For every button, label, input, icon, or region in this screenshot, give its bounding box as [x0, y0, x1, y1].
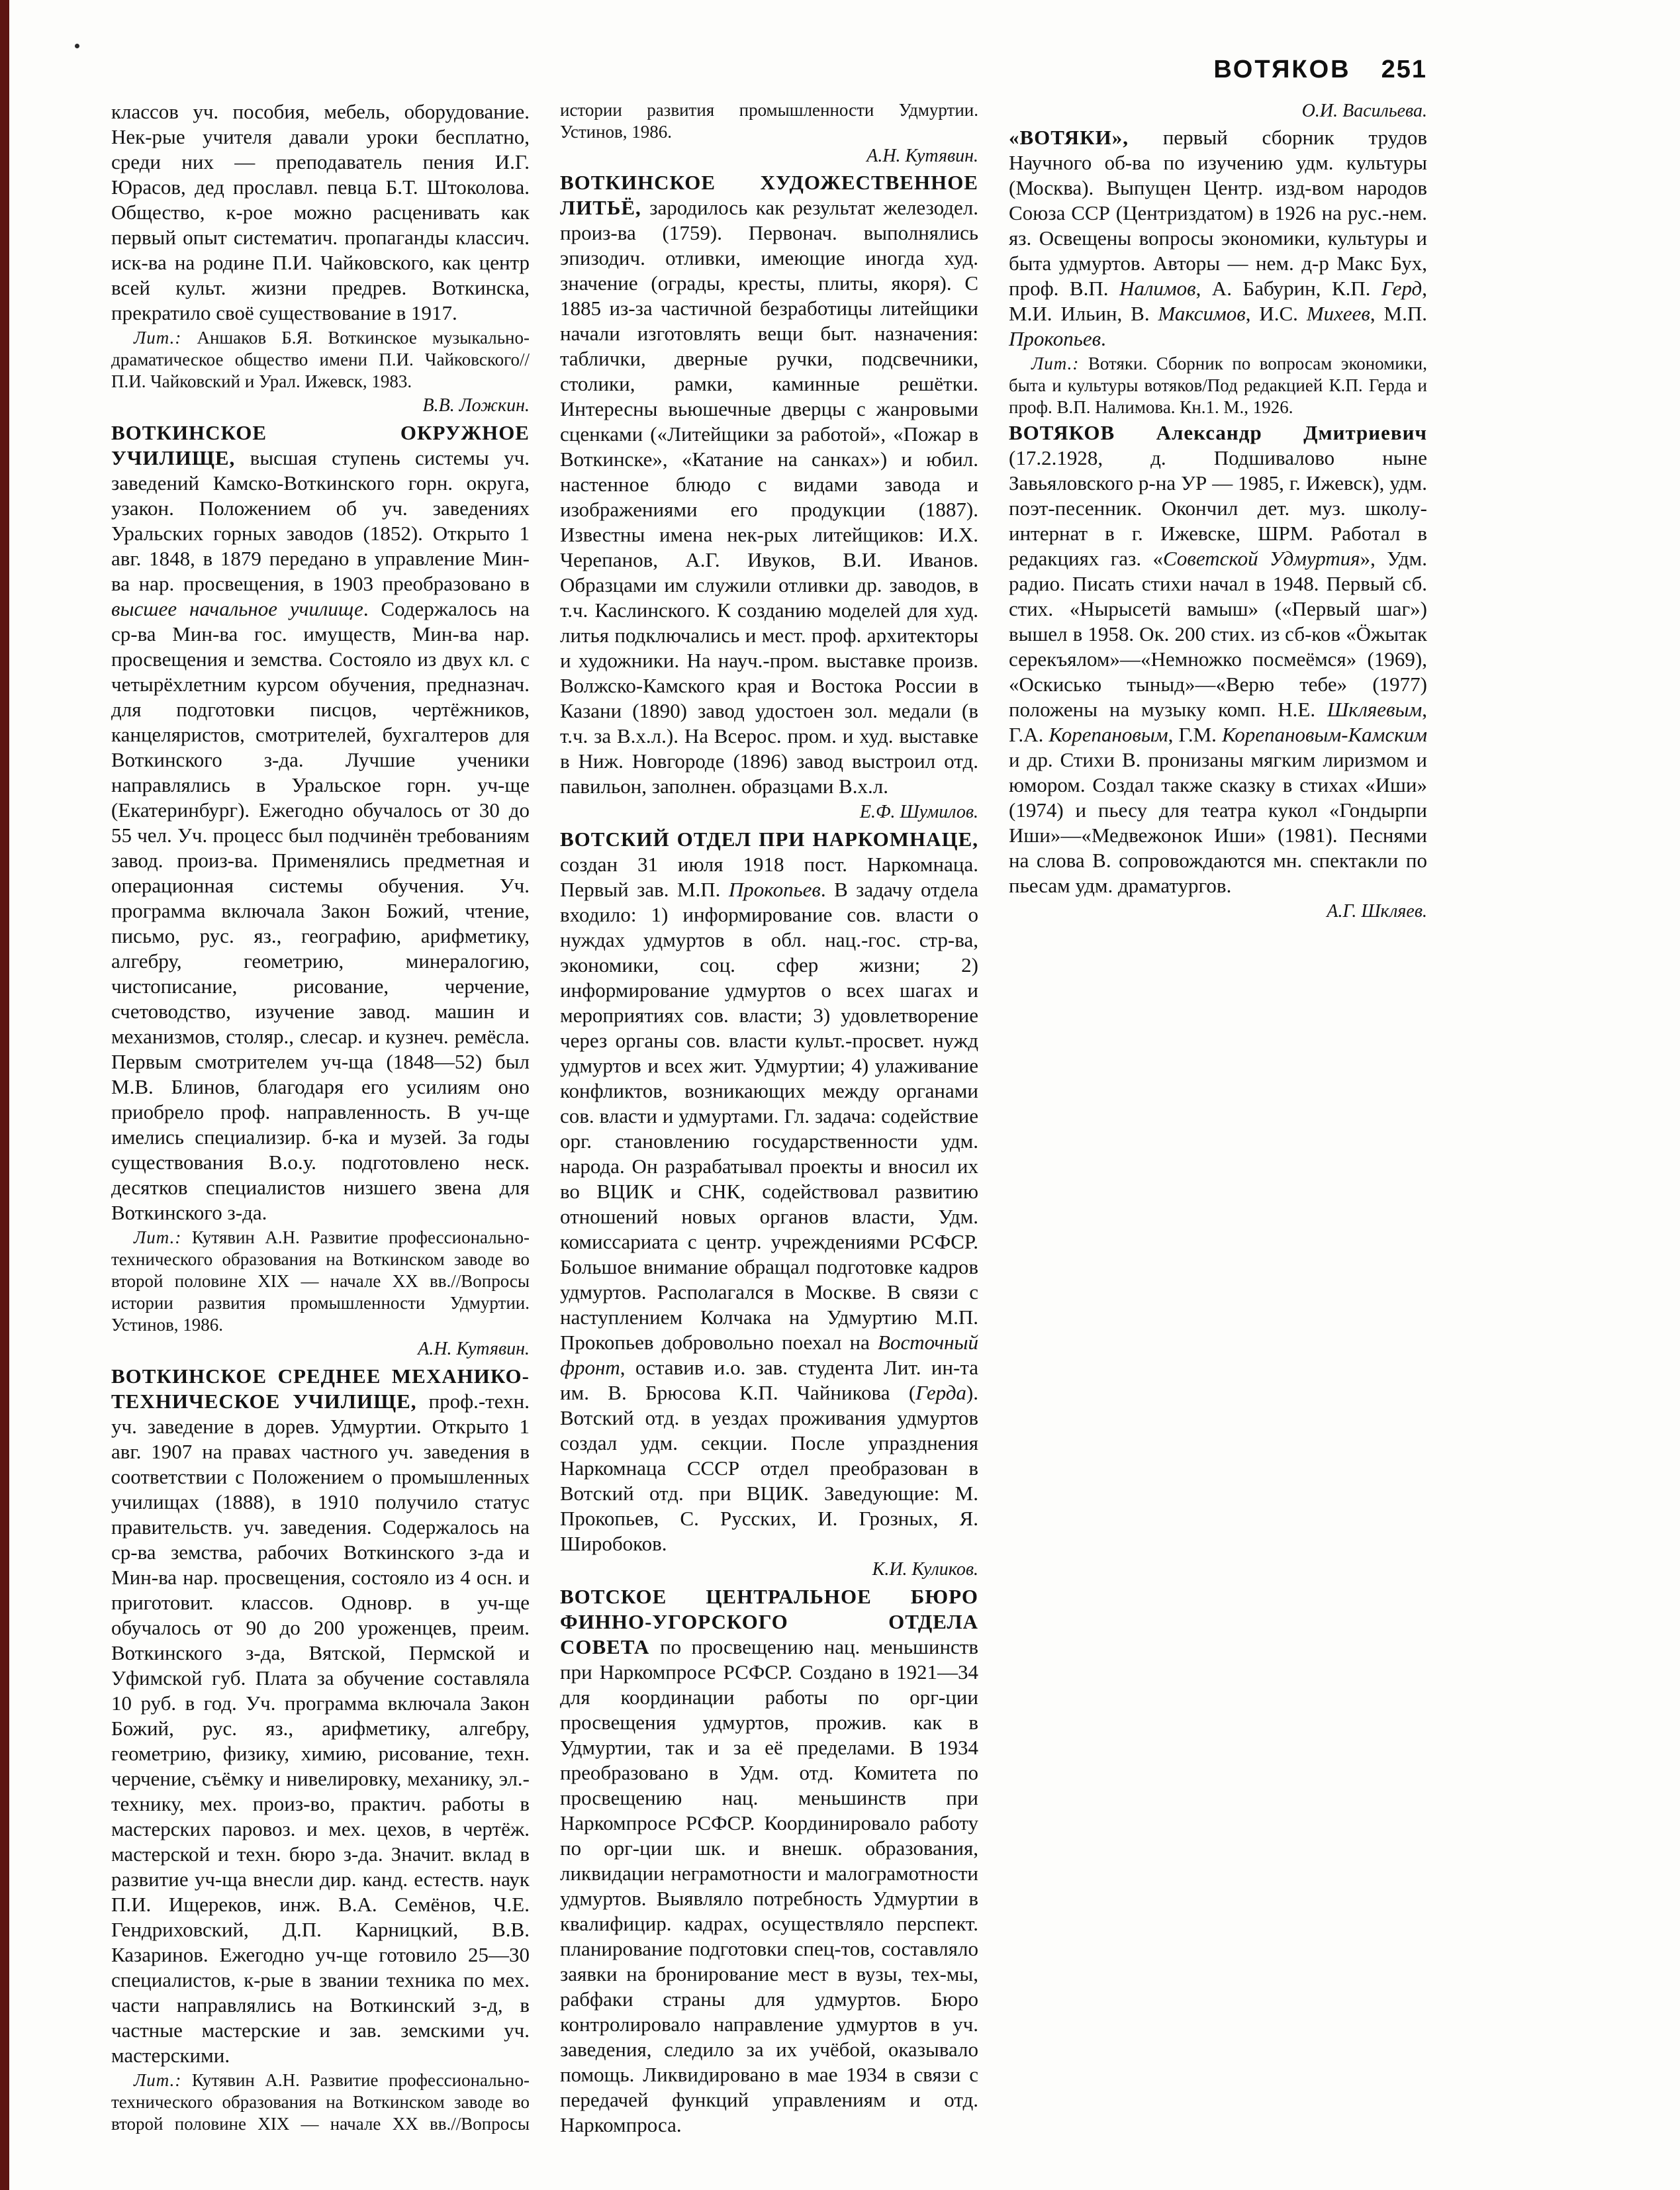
bibliography-text: Кутявин А.Н. Развитие профессионально-технического образования на Воткинском заводе во второй половине XIX — начале XX вв.//Вопросы истории развития промышленности Удмуртии. Устинов, 1986.: [111, 1227, 530, 1335]
author-signature: К.И. Куликов.: [872, 1559, 978, 1580]
paragraph: [1009, 420, 1427, 898]
bibliography-label: Лит.:: [134, 1227, 182, 1247]
article-votsky-otdel-narkomnats: [560, 827, 978, 1582]
paragraph: [111, 99, 530, 326]
page-header: [1213, 56, 1427, 84]
bibliography-label: Лит.:: [134, 328, 182, 348]
author-signature: А.Н. Кутявин.: [418, 1339, 530, 1359]
article-votkinsk-okrug-school: [111, 420, 530, 1361]
bibliography-text: Кутявин А.Н. Развитие профессионально-технического образования на Воткинском заводе во второй половине XIX — начале XX вв.//Вопросы истории развития промышленности Удмуртии. Устинов, 1986.: [111, 100, 978, 2134]
paragraph-text: зародилось как результат железодел. произ-ва (1759). Первонач. выполнялись эпизодич. отливки, имеющие иногда худ. значение (ограды, кресты, плиты, якоря). С 1885 из-за частичной безработицы литейщики начали изготовлять вещи быт. назначения: таблички, дверные ручки, подсвечники, столики, рамки, каминные решётки. Интересны вьюшечные дверцы с жанровыми сценками («Литейщики за работой», «Пожар в Воткинске», «Катание на санках») и юбил. настенное блюдо с видами завода и изображениями его продукции (1887). Известны имена нек-рых литейщиков: И.Х. Черепанов, А.Г. Ивуков, В.И. Иванов. Образцами им служили отливки др. заводов, в т.ч. Каслинского. К созданию моделей для худ. литья подключались и мест. проф. архитекторы и художники. На науч.-пром. выставке произв. Волжско-Камского края и Востока России в Казани (1890) завод удостоен зол. медали (в т.ч. за В.х.л.). На Всерос. пром. и худ. выставке в Ниж. Новгороде (1896) завод выстроил отд. павильон, заполнен. образцами В.х.л.: [560, 196, 978, 798]
article-votkinsk-art-casting: [560, 170, 978, 824]
paragraph-text: первый сборник трудов Научного об-ва по изучению удм. культуры (Москва). Выпущен Центр. изд-вом народов Союза ССР (Центриздатом) в 1926 на рус.-нем. яз. Освещены вопросы экономики, культуры и быта удмуртов. Авторы — нем. д-р Макс Бух, проф. В.П. Налимов, А. Бабурин, К.П. Герд, М.И. Ильин, В. Максимов, И.С. Михеев, М.П. Прокопьев.: [1009, 126, 1427, 350]
article-headword: «ВОТЯКИ»,: [1009, 126, 1129, 149]
bibliography-label: Лит.:: [134, 2070, 182, 2090]
article-headword: ВОТКИНСКОЕ ХУДОЖЕСТВЕННОЕ ЛИТЬЁ,: [560, 171, 978, 219]
paragraph: [111, 420, 530, 1225]
bibliography: [111, 327, 530, 393]
author-signature: А.Г. Шкляев.: [1327, 901, 1427, 922]
bibliography: [1009, 353, 1427, 418]
paragraph: [1009, 125, 1427, 352]
article-headword: ВОТКИНСКОЕ ОКРУЖНОЕ УЧИЛИЩЕ,: [111, 421, 530, 469]
paragraph: [560, 827, 978, 1556]
bibliography-label: Лит.:: [1031, 354, 1080, 373]
article-votyakov-alexander: [1009, 420, 1427, 924]
article-continuation-musical-society: [111, 99, 530, 418]
page-header-keyword: ВОТЯКОВ: [1213, 56, 1351, 83]
paragraph-text: по просвещению нац. меньшинств при Наркомпросе РСФСР. Создано в 1921—34 для координации работы по орг-ции просвещения удмуртов, прожив. как в Удмуртии, так и за её пределами. В 1934 преобразовано в Удм. отд. Комитета по просвещению нац. меньшинств при Наркомпросе РСФСР. Координировало работу по орг-ции шк. и внешк. образования, ликвидации неграмотности и малограмотности удмуртов. Выявляло потребность Удмуртии в квалифицир. кадрах, осуществляло перспект. планирование подготовки спец-тов, составляло заявки на бронирование мест в вузы, тех-мы, рабфаки страны для удмуртов. Бюро контролировало направление удмуртов в уч. заведения, следило за их учёбой, оказывало помощь. Ликвидировано в мае 1934 в связи с передачей функций управлениям и отд. Наркомпроса.: [560, 1635, 978, 2136]
paragraph-text: проф.-техн. уч. заведение в дорев. Удмуртии. Открыто 1 авг. 1907 на правах частного уч. заведения в соответствии с Положением о промышленных училищах (1888), в 1910 получило статус правительств. уч. заведения. Содержалось на ср-ва земства, рабочих Воткинского з-да и Мин-ва нар. просвещения, состояло из 4 осн. и приготовит. классов. Одновр. в уч-ще обучалось от 90 до 200 уроженцев, преим. Воткинского з-да, Вятской, Пермской и Уфимской губ. Плата за обучение составляла 10 руб. в год. Уч. программа включала Закон Божий, рус. яз., арифметику, алгебру, геометрию, физику, химию, рисование, техн. черчение, съёмку и нивелировку, механику, эл.-технику, мех. произ-во, практич. работы в мастерских паровоз. и мех. цехов, в чертёж. мастерской и техн. бюро з-да. Значит. вклад в развитие уч-ща внесли дир. канд. естеств. наук П.И. Ищереков, инж. В.А. Семёнов, Ч.Е. Гендриховский, Д.П. Карницкий, В.В. Казаринов. Ежегодно уч-ще готовило 25—30 специалистов, к-рые в звании техника по мех. части направлялись на Воткинский з-д, в частные мастерские и зав. земскими уч. мастерскими.: [111, 1390, 530, 2067]
paragraph: [560, 1584, 978, 2138]
paragraph-text: создан 31 июля 1918 пост. Наркомнаца. Первый зав. М.П. Прокопьев. В задачу отдела входило: 1) информирование сов. власти о нуждах удмуртов в обл. нац.-гос. стр-ва, экономики, соц. сфер жизни; 2) информирование удмуртов о всех шагах и мероприятиях сов. власти; 3) удовлетворение через органы сов. власти культ.-просвет. нужд удмуртов и всех жит. Удмуртии; 4) улаживание конфликтов, возникающих между органами сов. власти и удмуртами. Гл. задача: содействие орг. становлению государственности удм. народа. Он разрабатывал проекты и вносил их во ВЦИК и СНК, содействовал развитию отношений новых органов власти, Удм. комиссариата с центр. учреждениями РСФСР. Большое внимание обращал подготовке кадров удмуртов. Располагался в Москве. В связи с наступлением Колчака на Удмуртию М.П. Прокопьев добровольно поехал на Восточный фронт, оставив и.о. зав. студента Лит. ин-та им. В. Брюсова К.П. Чайникова (Герда). Вотский отд. в уездах проживания удмуртов создал удм. секции. После упразднения Наркомнаца СССР отдел преобразован в Вотский отд. при ВЦИК. Заведующие: М. Прокопьев, С. Русских, И. Грозных, Я. Широбоков.: [560, 853, 978, 1555]
scan-speck: [75, 44, 79, 48]
page-number: 251: [1381, 56, 1427, 83]
bibliography-text: Вотяки. Сборник по вопросам экономики, быта и культуры вотяков/Под редакцией К.П. Герда и проф. В.П. Налимова. Кн.1. М., 1926.: [1009, 354, 1427, 417]
author-signature: Е.Ф. Шумилов.: [859, 802, 978, 822]
author-signature: О.И. Васильева.: [1301, 101, 1427, 121]
bibliography-text: Аншаков Б.Я. Воткинское музыкально-драматическое общество имени П.И. Чайковского// П.И. Чайковский и Урал. Ижевск, 1983.: [111, 328, 530, 391]
scan-edge-strip: [0, 0, 9, 2190]
article-columns: [111, 99, 1427, 2138]
article-headword: ВОТСКОЕ ЦЕНТРАЛЬНОЕ БЮРО ФИННО-УГОРСКОГО ОТДЕЛА СОВЕТА: [560, 1585, 978, 1658]
paragraph: [111, 1364, 530, 2068]
bibliography: [111, 1227, 530, 1336]
paragraph-text: классов уч. пособия, мебель, оборудование. Нек-рые учителя давали уроки бесплатно, среди них — преподаватель пения И.Г. Юрасов, дед прославл. певца Б.Т. Штоколова. Общество, к-рое можно расценивать как первый опыт систематич. пропаганды классич. иск-ва на родине П.И. Чайковского, как центр всей культ. жизни предрев. Воткинска, прекратило своё существование в 1917.: [111, 100, 530, 324]
article-votyaki-collection: [1009, 125, 1427, 418]
article-headword: ВОТСКИЙ ОТДЕЛ ПРИ НАРКОМНАЦЕ,: [560, 828, 978, 851]
author-signature: В.В. Ложкин.: [422, 395, 530, 416]
paragraph: [560, 170, 978, 799]
paragraph-text: (17.2.1928, д. Подшивалово ныне Завьяловского р-на УР — 1985, г. Ижевск), удм. поэт-песенник. Окончил дет. муз. школу-интернат в г. Ижевске, ШРМ. Работал в редакциях газ. «Советской Удмуртия», Удм. радио. Писать стихи начал в 1948. Первый сб. стих. «Нырысетӥ вамыш» («Первый шаг») вышел в 1958. Ок. 200 стих. из сб-ков «Ӧжытак серекъялом»—«Немножко посмеёмся» (1969), «Оскисько тыныд»—«Верю тебе» (1977) положены на музыку комп. Н.Е. Шкляевым, Г.А. Корепановым, Г.М. Корепановым-Камским и др. Стихи В. пронизаны мягким лиризмом и юмором. Создал также сказку в стихах «Иши» (1974) и пьесу для театра кукол «Гондырпи Иши»—«Медвежонок Иши» (1981). Песнями на слова В. сопровождаются мн. спектакли по пьесам удм. драматургов.: [1009, 446, 1427, 897]
paragraph-text: высшая ступень системы уч. заведений Камско-Воткинского горн. округа, узакон. Положением об уч. заведениях Уральских горных заводов (1852). Открыто 1 авг. 1848, в 1879 передано в управление Мин-ва нар. просвещения, в 1903 преобразовано в высшее начальное училище. Содержалось на ср-ва Мин-ва гос. имуществ, Мин-ва нар. просвещения и земства. Состояло из двух кл. с четырёхлетним курсом обучения, предназнач. для подготовки писцов, чертёжников, канцеляристов, смотрителей, бухгалтеров для Воткинского з-да. Лучшие ученики направлялись в Уральское горн. уч-ще (Екатеринбург). Ежегодно обучалось от 30 до 55 чел. Уч. процесс был подчинён требованиям завод. произ-ва. Применялись предметная и операционная системы обучения. Уч. программа включала Закон Божий, чтение, письмо, рус. яз., географию, арифметику, алгебру, геометрию, минералогию, чистописание, рисование, черчение, счетоводство, изучение завод. машин и механизмов, столяр., слесар. и кузнеч. ремёсла. Первым смотрителем уч-ща (1848—52) был М.В. Блинов, благодаря его усилиям оно приобрело проф. направленность. В уч-ще имелись специализир. б-ка и музей. За годы существования В.о.у. подготовлено неск. десятков специалистов низшего звена для Воткинского з-да.: [111, 446, 530, 1224]
author-signature: А.Н. Кутявин.: [866, 146, 978, 166]
article-headword: ВОТКИНСКОЕ СРЕДНЕЕ МЕХАНИКО-ТЕХНИЧЕСКОЕ УЧИЛИЩЕ,: [111, 1364, 530, 1413]
article-headword: ВОТЯКОВ Александр Дмитриевич: [1009, 421, 1427, 444]
